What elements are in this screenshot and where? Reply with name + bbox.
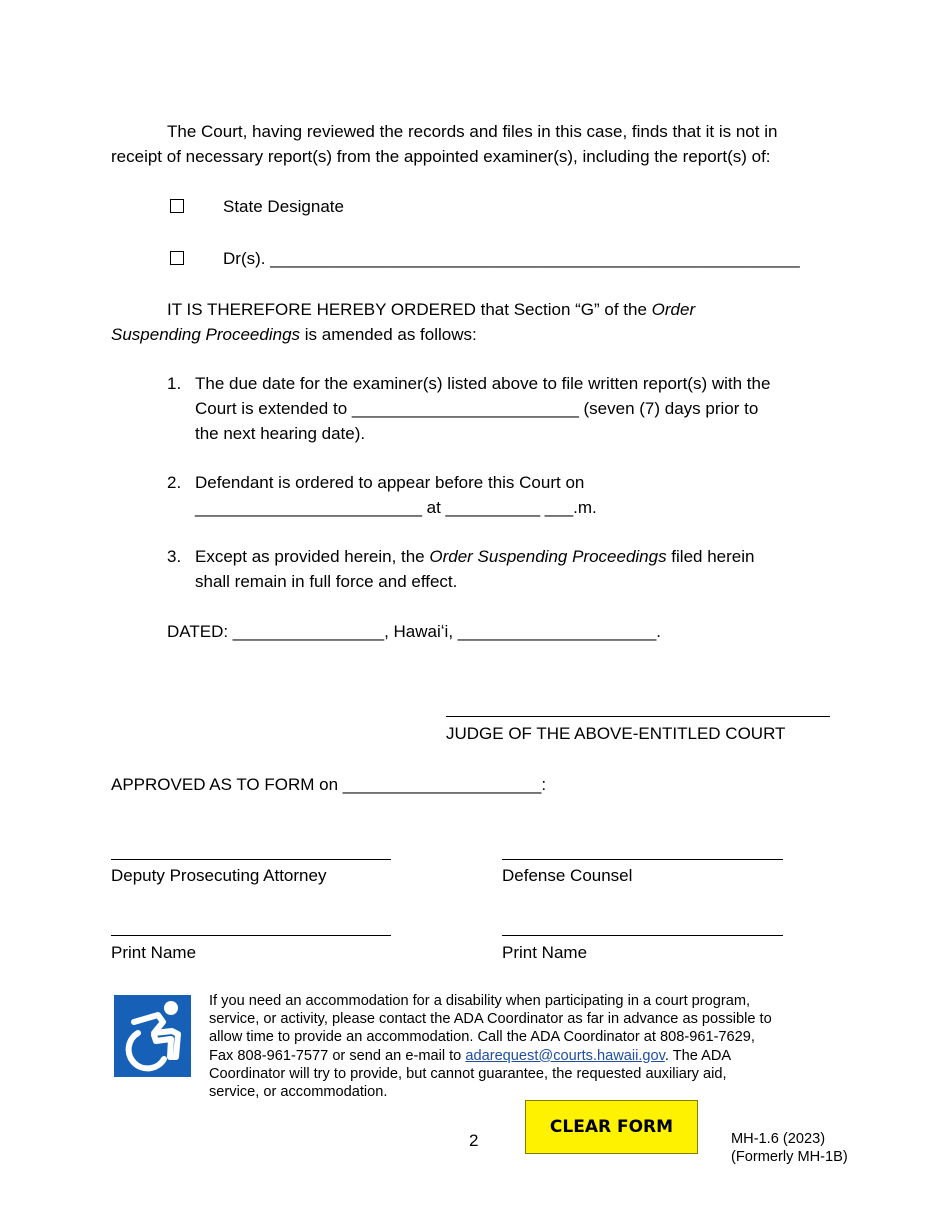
defense-print-name-label: Print Name [502,943,588,962]
judge-signature-line[interactable] [446,716,830,717]
judge-label: JUDGE OF THE ABOVE-ENTITLED COURT [446,724,786,743]
item-1-number: 1. [167,374,182,393]
item-3-line-2: shall remain in full force and effect. [195,572,458,591]
item-3-number: 3. [167,547,182,566]
defense-print-name-line[interactable] [502,935,783,936]
appearance-date-time-field[interactable]: ________________________ at __________ ___.m. [195,498,597,517]
form-code: MH-1.6 (2023) (Formerly MH-1B) [731,1131,848,1166]
defense-signature-line[interactable] [502,859,783,860]
prosecutor-print-name-line[interactable] [111,935,391,936]
prosecutor-label: Deputy Prosecuting Attorney [111,866,327,885]
item-1-line-3: the next hearing date). [195,424,366,443]
state-designate-label: State Designate [223,197,344,216]
accessibility-icon [114,995,191,1077]
approved-date-field[interactable]: APPROVED AS TO FORM on _____________________: [111,775,547,794]
item-2-number: 2. [167,473,182,492]
defense-label: Defense Counsel [502,866,633,885]
prosecutor-signature-line[interactable] [111,859,391,860]
order-line-1: IT IS THEREFORE HEREBY ORDERED that Section “G” of the Order [167,300,696,319]
page-number: 2 [469,1131,479,1150]
item-2-line-1: Defendant is ordered to appear before this Court on [195,473,585,492]
intro-line-1: The Court, having reviewed the records and files in this case, finds that it is not in [167,122,778,141]
due-date-field[interactable]: Court is extended to ________________________ (seven (7) days prior to [195,399,759,418]
item-3-line-1: Except as provided herein, the Order Suspending Proceedings filed herein [195,547,755,566]
item-1-line-1: The due date for the examiner(s) listed above to file written report(s) with the [195,374,771,393]
ada-email-link[interactable]: adarequest@courts.hawaii.gov [465,1047,665,1064]
doctors-field[interactable]: Dr(s). ________________________________________________________ [223,249,800,268]
ada-notice: If you need an accommodation for a disability when participating in a court program, service, or activity, please contact the ADA Coordinator as far in advance as possible to allow time to provide an accommodation. Call the ADA Coordinator at 808-961-7629, Fax 808-961-7577 or send an e-mail to adarequest@courts.hawaii.gov. The ADA Coordinator will try to provide, but cannot guarantee, the requested auxiliary aid, service, or accommodation. [209,993,772,1101]
prosecutor-print-name-label: Print Name [111,943,197,962]
doctors-checkbox[interactable] [170,247,184,271]
intro-line-2: receipt of necessary report(s) from the appointed examiner(s), including the report(s) of: [111,147,771,166]
state-designate-checkbox[interactable] [170,195,184,219]
clear-form-button[interactable]: CLEAR FORM [525,1100,698,1154]
order-line-2: Suspending Proceedings is amended as follows: [111,325,477,344]
dated-field[interactable]: DATED: ________________, Hawaiʻi, _____________________. [167,622,662,641]
